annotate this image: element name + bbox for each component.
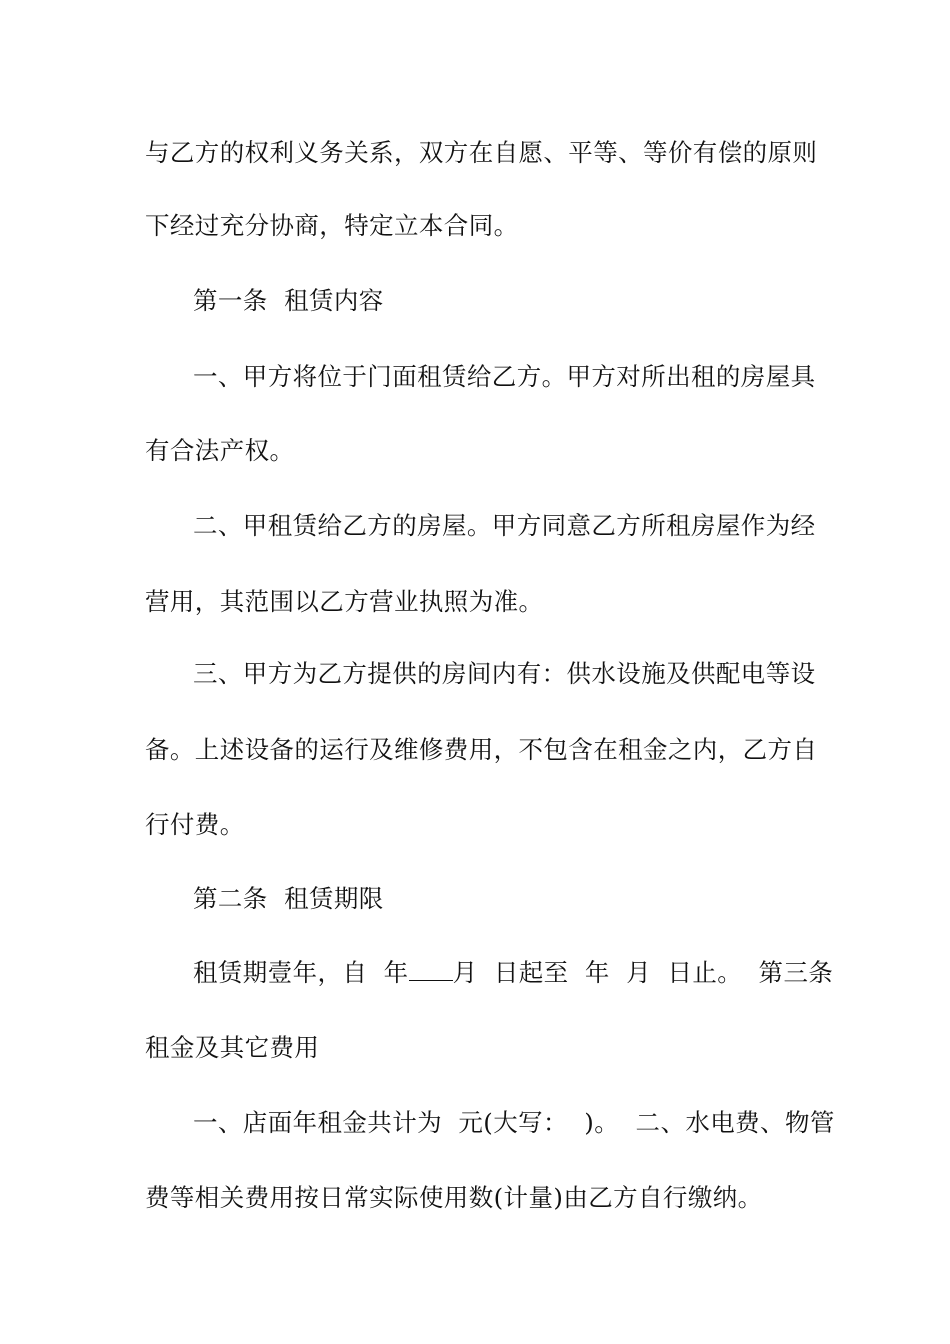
- lease-term-line: [193, 956, 834, 990]
- lease-term-text-end: 月 日起至 年 月 日止。 第三条: [452, 958, 834, 987]
- lease-term-text-start: 租赁期壹年，自 年: [193, 958, 409, 987]
- clause-1-3-line-2: 备。上述设备的运行及维修费用，不包含在租金之内，乙方自: [145, 735, 818, 764]
- clause-1-2-line-1: 二、甲租赁给乙方的房屋。甲方同意乙方所租房屋作为经: [193, 511, 816, 540]
- clause-1-3-line-1: 三、甲方为乙方提供的房间内有：供水设施及供配电等设: [193, 659, 816, 688]
- rent-fee-line-1: 一、店面年租金共计为 元(大写： )。 二、水电费、物管: [193, 1108, 835, 1137]
- clause-1-3-line-3: 行付费。: [145, 810, 245, 839]
- clause-1-1-line-2: 有合法产权。: [145, 436, 295, 465]
- article-heading-2: 第二条 租赁期限: [193, 884, 384, 913]
- month-blank: [409, 956, 453, 981]
- article-heading-3-continuation: 租金及其它费用: [145, 1033, 320, 1062]
- paragraph-line-rights: 与乙方的权利义务关系，双方在自愿、平等、等价有偿的原则: [145, 138, 818, 167]
- clause-1-2-line-2: 营用，其范围以乙方营业执照为准。: [145, 587, 544, 616]
- paragraph-line-negotiation: 下经过充分协商，特定立本合同。: [145, 211, 519, 240]
- clause-1-1-line-1: 一、甲方将位于门面租赁给乙方。甲方对所出租的房屋具: [193, 362, 816, 391]
- rent-fee-line-2: 费等相关费用按日常实际使用数(计量)由乙方自行缴纳。: [145, 1183, 763, 1212]
- article-heading-1: 第一条 租赁内容: [193, 286, 384, 315]
